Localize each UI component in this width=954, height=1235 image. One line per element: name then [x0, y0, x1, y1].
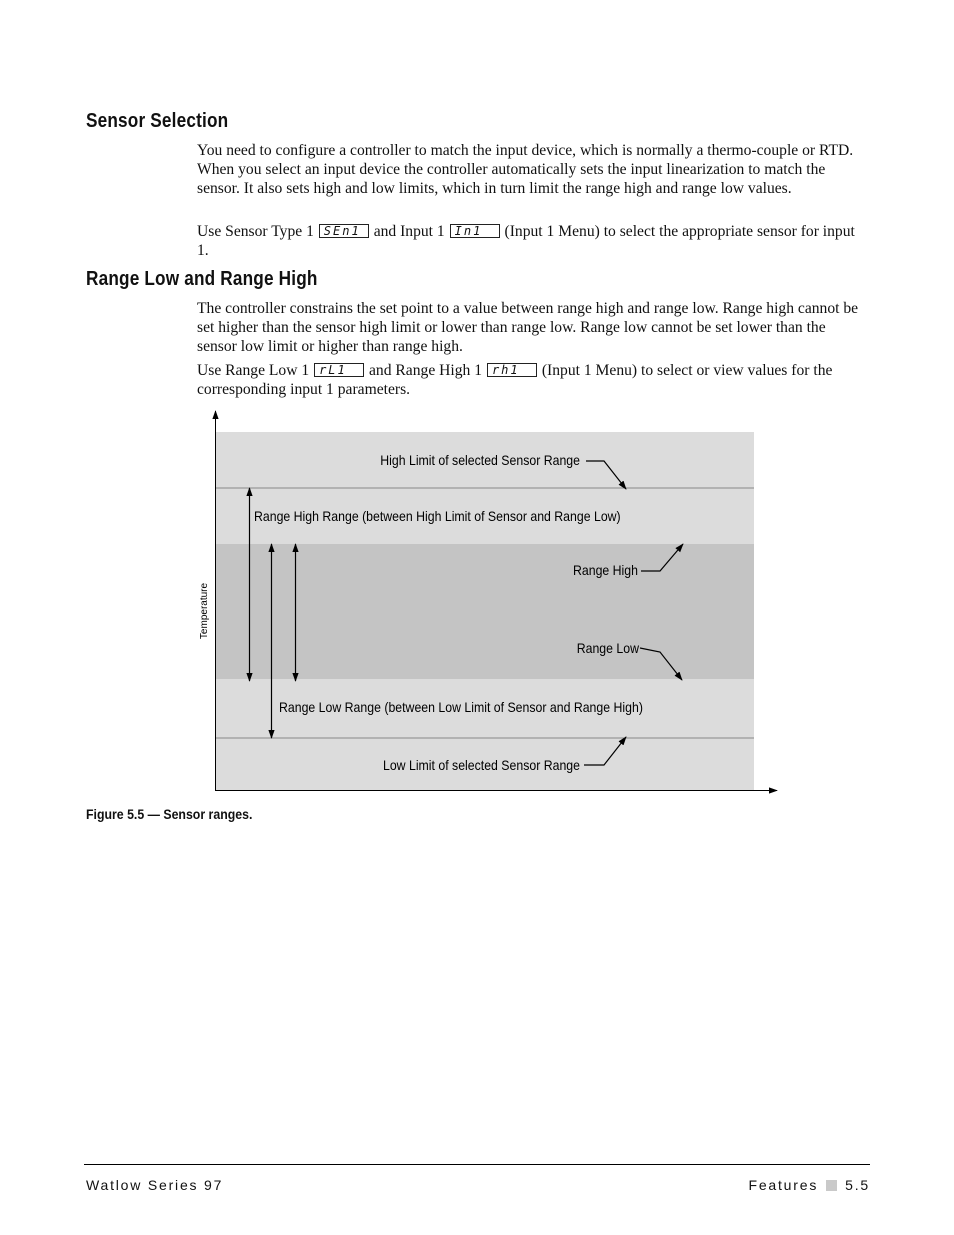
y-axis-label: Temperature [199, 582, 210, 640]
text-fragment: Use Range Low 1 [197, 362, 310, 379]
band-setpoint-range [216, 544, 754, 679]
lcd-rl1-display: rL1 [314, 363, 364, 377]
figure-caption: Figure 5.5 — Sensor ranges. [86, 806, 253, 822]
text-fragment: (Input 1 Menu) to select or view values for the corresponding input 1 parameters. [197, 362, 833, 398]
label-range-high-range: Range High Range (between High Limit of Sensor and Range Low) [254, 508, 621, 525]
label-range-low: Range Low [576, 640, 639, 657]
lcd-rh1-display: rh1 [487, 363, 537, 377]
heading-sensor-selection: Sensor Selection [86, 110, 229, 132]
label-low-limit: Low Limit of selected Sensor Range [382, 757, 580, 774]
square-bullet-icon [826, 1180, 837, 1191]
text-fragment: Use Sensor Type 1 [197, 223, 314, 240]
footer-page-info [748, 1177, 870, 1193]
footer-product-name: Watlow Series 97 [86, 1177, 224, 1193]
lcd-sen1-display: SEn1 [319, 224, 369, 238]
paragraph-sensor-intro: You need to configure a controller to match the input device, which is normally a thermo-couple or RTD. When you select an input device the controller automatically sets the input linearization to match the sensor. It also sets high and low limits, which in turn limit the range high and range low values. [197, 142, 854, 197]
label-range-low-range: Range Low Range (between Low Limit of Sensor and Range High) [279, 699, 643, 716]
label-range-high: Range High [572, 562, 638, 579]
lcd-in1-display: In1 [450, 224, 500, 238]
heading-range-low-high: Range Low and Range High [86, 268, 318, 290]
footer-rule [84, 1164, 870, 1165]
footer-section-name: Features [748, 1177, 819, 1193]
paragraph-range-intro: The controller constrains the set point to a value between range high and range low. Range high cannot be set higher than the sensor high limit or lower than range low. Range low cannot be set lower than the sensor low limit or higher than range high. [197, 300, 859, 355]
footer-page-number: 5.5 [845, 1177, 870, 1193]
label-high-limit: High Limit of selected Sensor Range [380, 452, 580, 469]
text-fragment: and Range High 1 [368, 362, 483, 379]
text-fragment: (Input 1 Menu) to select the appropriate sensor for input 1. [197, 223, 855, 259]
text-fragment: and Input 1 [373, 223, 445, 240]
